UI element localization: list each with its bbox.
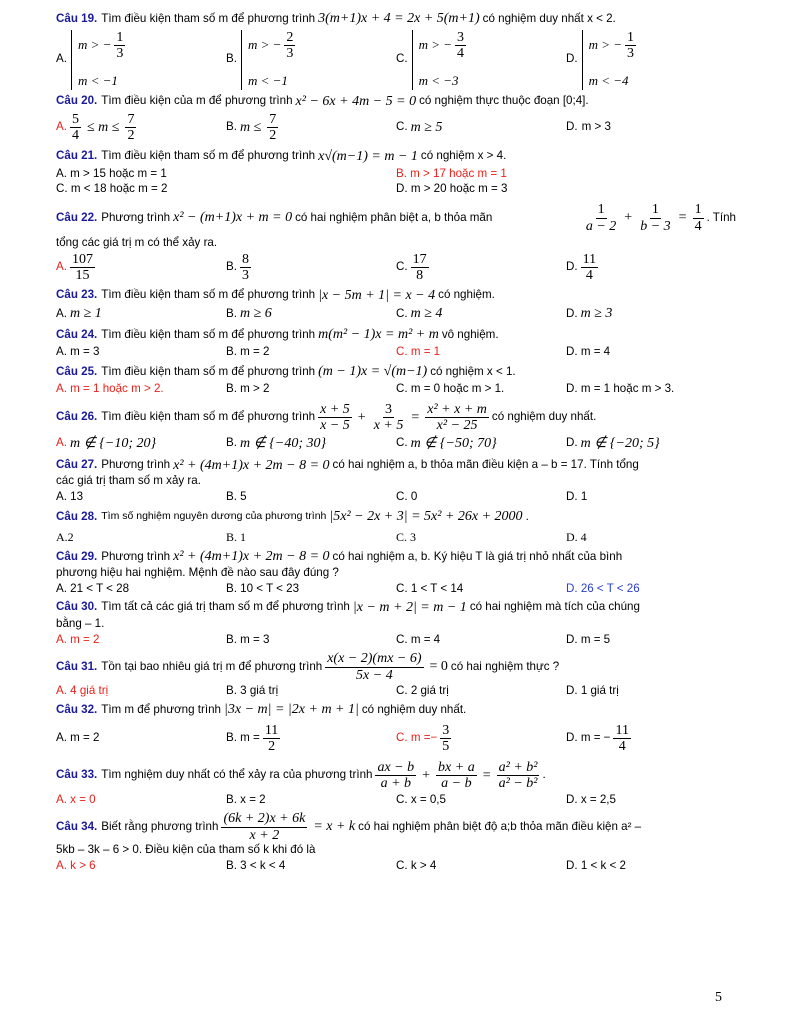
option-d: D. 26 < T < 26 — [566, 582, 640, 596]
question-23: Câu 23. Tìm điều kiện tham số m để phương trình |x − 5m + 1| = x − 4 có nghiệm. A. m ≥ 1 B. m ≥ 6 C. m ≥ 4 D. m ≥ 3 — [56, 287, 736, 324]
equation: |3x − m| = |2x + m + 1| — [224, 702, 359, 718]
option-b: B. 3 giá trị — [226, 684, 279, 698]
question-26: Câu 26. Tìm điều kiện tham số m để phương trình $\frac{x + 5}{x - 5}$ + $\frac{3}{x + 5}$ = $\frac{\text{x² + x + m}}{\text{x² − 25}}$ có nghiệm duy nhất. A. m ∉ {−10; 20} B. m ∉ {−40; 30} C. m ∉ {−50; 70} D. m ∉ {−20; 5} — [56, 402, 736, 453]
option-c: C. m ≥ 5 — [396, 119, 443, 135]
option-b: B. 1 — [226, 529, 247, 544]
question-19 — [56, 10, 736, 90]
option-a: A. m ≥ 1 — [56, 306, 102, 322]
option-d: D. 1 giá trị — [566, 684, 619, 698]
question-24: Câu 24. Tìm điều kiện tham số m để phương trình m(m² − 1)x = m² + m vô nghiệm. A. m = 3 B. m = 2 C. m = 1 D. m = 4 — [56, 326, 736, 360]
option-d: D. x = 2,5 — [566, 792, 616, 806]
equation: x² − 6x + 4m − 5 = 0 — [295, 93, 417, 109]
option-b: B. m = $\frac{11}{2}$ — [226, 722, 279, 755]
option-b: B. m > − $\frac{2}{3}$ m < −1 — [226, 30, 396, 90]
option-a: A. $\frac{5}{4}$ ≤ m ≤ $\frac{7}{2}$ — [56, 111, 135, 144]
equation: |5x² − 2x + 3| = 5x² + 26x + 2000 — [329, 509, 523, 525]
option-b: B. m ≥ 6 — [226, 306, 272, 322]
option-b: B. m = 2 — [226, 345, 270, 359]
option-d: D. m = 4 — [566, 345, 611, 359]
question-number: Câu 23. — [56, 288, 98, 302]
equation: |x − 5m + 1| = x − 4 — [318, 287, 436, 303]
option-c: C. 0 — [396, 490, 418, 504]
equation: x² + (4m+1)x + 2m − 8 = 0 — [173, 549, 330, 565]
option-b: B. 10 < T < 23 — [226, 582, 300, 596]
equation: (m − 1)x = √(m−1) — [318, 364, 428, 380]
option-d: D. 1 < k < 2 — [566, 858, 626, 872]
option-a: A. m = 1 hoặc m > 2. — [56, 382, 164, 395]
option-d: D. m ≥ 3 — [566, 306, 613, 322]
option-c: C. 2 giá trị — [396, 684, 449, 698]
option-a: A. m = 3 — [56, 345, 100, 359]
question-number: Câu 19. — [56, 11, 98, 25]
option-d: D. m = − $\frac{11}{4}$ — [566, 722, 629, 755]
option-a: A. m ∉ {−10; 20} — [56, 435, 157, 451]
option-d: D. m > − $\frac{1}{3}$ m < −4 — [566, 30, 736, 90]
option-c: C. x = 0,5 — [396, 792, 446, 806]
option-c: C. m ∉ {−50; 70} — [396, 435, 497, 451]
question-number: Câu 22. — [56, 210, 98, 224]
option-c: C. m = 4 — [396, 632, 441, 646]
question-number: Câu 27. — [56, 458, 98, 472]
equation: 3(m+1)x + 4 = 2x + 5(m+1) — [318, 11, 480, 26]
question-number: Câu 24. — [56, 327, 98, 341]
option-c: C. 1 < T < 14 — [396, 582, 464, 596]
option-b: B. $\frac{8}{3}$ — [226, 251, 249, 284]
question-tail: có nghiệm duy nhất x < 2. — [482, 11, 616, 25]
document-page — [56, 10, 736, 874]
question-34: Câu 34. Biết rằng phương trình $\frac{(6k + 2)x + 6k}{x + 2}$ = x + k có hai nghiệm phân biệt độ a;b thỏa mãn điều kiện a² – 5kb – 3k – 6 > 0. Điều kiện của tham số k khi đó là A. k > 6 B. 3 < k < 4 C. k > 4 D. 1 < k < 2 — [56, 811, 736, 873]
question-32: Câu 32. Tìm m để phương trình |3x − m| = |2x + m + 1| có nghiệm duy nhất. A. m = 2 B. m = $\frac{11}{2}$ C. m =− $\frac{3}{5}$ D. m = − $\frac{11}{4}$ — [56, 701, 736, 755]
option-a: A. m > − $\frac{1}{3}$ m < −1 — [56, 30, 226, 90]
option-a: A. m = 2 — [56, 632, 100, 646]
question-text: Tìm điều kiện tham số m để phương trình — [101, 11, 316, 25]
option-d: D. m = 1 hoặc m > 3. — [566, 382, 675, 395]
option-b: B. 3 < k < 4 — [226, 858, 286, 872]
option-a: A. 21 < T < 28 — [56, 582, 130, 596]
option-a: A.2 — [56, 529, 74, 544]
option-d: D. m ∉ {−20; 5} — [566, 435, 660, 451]
option-c: C. k > 4 — [396, 858, 437, 872]
question-number: Câu 29. — [56, 549, 98, 563]
question-number: Câu 20. — [56, 94, 98, 108]
option-a: A. 4 giá trị — [56, 684, 109, 698]
equation: x² − (m+1)x + m = 0 — [173, 210, 293, 226]
option-c: C. $\frac{17}{8}$ — [396, 251, 427, 284]
question-number: Câu 34. — [56, 819, 98, 833]
option-d: D. 1 — [566, 490, 588, 504]
option-d: D. m = 5 — [566, 632, 611, 646]
question-number: Câu 32. — [56, 702, 98, 716]
option-c: C. m = 0 hoặc m > 1. — [396, 382, 505, 395]
equation: |x − m + 2| = m − 1 — [352, 599, 467, 615]
question-20: Câu 20. Tìm điều kiện của m để phương trình x² − 6x + 4m − 5 = 0 có nghiệm thực thuộc đoạn [0;4]. A. $\frac{5}{4}$ ≤ m ≤ $\frac{7}{2}$ B. m ≤ $\frac{7}{2}$ C. m ≥ 5 D. m > 3 — [56, 93, 736, 144]
option-b: B. x = 2 — [226, 792, 266, 806]
question-30: Câu 30. Tìm tất cả các giá trị tham số m để phương trình |x − m + 2| = m − 1 có hai nghiệm mà tích của chúng bằng – 1. A. m = 2 B. m = 3 C. m = 4 D. m = 5 — [56, 599, 736, 648]
question-number: Câu 30. — [56, 600, 98, 614]
option-a: A. m = 2 — [56, 731, 100, 745]
question-number: Câu 31. — [56, 659, 98, 673]
question-27: Câu 27. Phương trình x² + (4m+1)x + 2m − 8 = 0 có hai nghiệm a, b thỏa mãn điều kiện a – b = 17. Tính tổng các giá trị tham số m xảy ra. A. 13 B. 5 C. 0 D. 1 — [56, 457, 736, 506]
option-b: B. m ≤ $\frac{7}{2}$ — [226, 111, 277, 144]
equation: x² + (4m+1)x + 2m − 8 = 0 — [173, 457, 330, 473]
question-31: Câu 31. Tồn tại bao nhiêu giá trị m để phương trình $\frac{x(x - 2)(mx - 6)}{5x - 4}$ = 0 có hai nghiệm thực ? A. 4 giá trị B. 3 giá trị C. 2 giá trị D. 1 giá trị — [56, 651, 736, 699]
option-c: C. m < 18 hoặc m = 2 — [56, 182, 168, 196]
option-c: C. m =− $\frac{3}{5}$ — [396, 722, 450, 755]
option-a: A. x = 0 — [56, 792, 96, 806]
option-b: B. m ∉ {−40; 30} — [226, 435, 327, 451]
option-a: A. $\frac{107}{15}$ — [56, 251, 93, 284]
question-number: Câu 21. — [56, 149, 98, 163]
question-number: Câu 33. — [56, 768, 98, 782]
option-b: B. 5 — [226, 490, 247, 504]
page-number: 5 — [715, 990, 722, 1005]
question-22: Câu 22. Phương trình x² − (m+1)x + m = 0 có hai nghiệm phân biệt a, b thỏa mãn $\frac{1}{a - 2}$ + $\frac{1}{b - 3}$ = $\frac{1}{4}$ . Tính tổng các giá trị m có thể xảy ra. A. $\frac{107}{15}$ B. $\frac{8}{3}$ C. $\frac{17}{8}$ D. $\frac{11}{4}$ — [56, 202, 736, 284]
option-b: B. m > 17 hoặc m = 1 — [396, 166, 507, 180]
question-28: Câu 28. Tìm số nghiệm nguyên dương của phương trình |5x² − 2x + 3| = 5x² + 26x + 2000 . A.2 B. 1 C. 3 D. 4 — [56, 508, 736, 545]
option-c: C. m ≥ 4 — [396, 306, 443, 322]
question-21: Câu 21. Tìm điều kiện tham số m để phương trình x√(m−1) = m − 1 có nghiệm x > 4. A. m > 15 hoặc m = 1 B. m > 17 hoặc m = 1 C. m < 18 hoặc m = 2 D. m > 20 hoặc m = 3 — [56, 148, 736, 198]
question-number: Câu 26. — [56, 410, 98, 424]
option-d: D. m > 20 hoặc m = 3 — [396, 182, 508, 196]
option-d: D. $\frac{11}{4}$ — [566, 251, 597, 284]
question-number: Câu 28. — [56, 509, 98, 523]
option-c: C. 3 — [396, 529, 417, 544]
option-c: C. m = 1 — [396, 345, 441, 359]
question-number: Câu 25. — [56, 364, 98, 378]
question-33: Câu 33. Tìm nghiệm duy nhất có thể xảy ra của phương trình $\frac{ax - b}{a + b}$ + $\frac{bx + a}{a - b}$ = $\frac{\text{a² + b²}}{\text{a² − b²}}$ . A. x = 0 B. x = 2 C. x = 0,5 D. x = 2,5 — [56, 760, 736, 808]
option-a: A. 13 — [56, 490, 84, 504]
option-b: B. m > 2 — [226, 382, 270, 395]
option-a: A. m > 15 hoặc m = 1 — [56, 166, 167, 180]
equation: x√(m−1) = m − 1 — [318, 148, 418, 164]
option-b: B. m = 3 — [226, 632, 270, 646]
question-25: Câu 25. Tìm điều kiện tham số m để phương trình (m − 1)x = √(m−1) có nghiệm x < 1. A. m = 1 hoặc m > 2. B. m > 2 C. m = 0 hoặc m > 1. D. m = 1 hoặc m > 3. — [56, 363, 736, 397]
equation: m(m² − 1)x = m² + m — [318, 327, 439, 343]
option-a: A. k > 6 — [56, 858, 96, 872]
question-29: Câu 29. Phương trình x² + (4m+1)x + 2m − 8 = 0 có hai nghiệm a, b. Ký hiệu T là giá trị nhỏ nhất của bình phương hiệu hai nghiệm. Mệnh đề nào sau đây đúng ? A. 21 < T < 28 B. 10 < T < 23 C. 1 < T < 14 D. 26 < T < 26 — [56, 548, 736, 597]
option-c: C. m > − $\frac{3}{4}$ m < −3 — [396, 30, 566, 90]
option-d: D. 4 — [566, 529, 587, 544]
option-d: D. m > 3 — [566, 120, 611, 134]
